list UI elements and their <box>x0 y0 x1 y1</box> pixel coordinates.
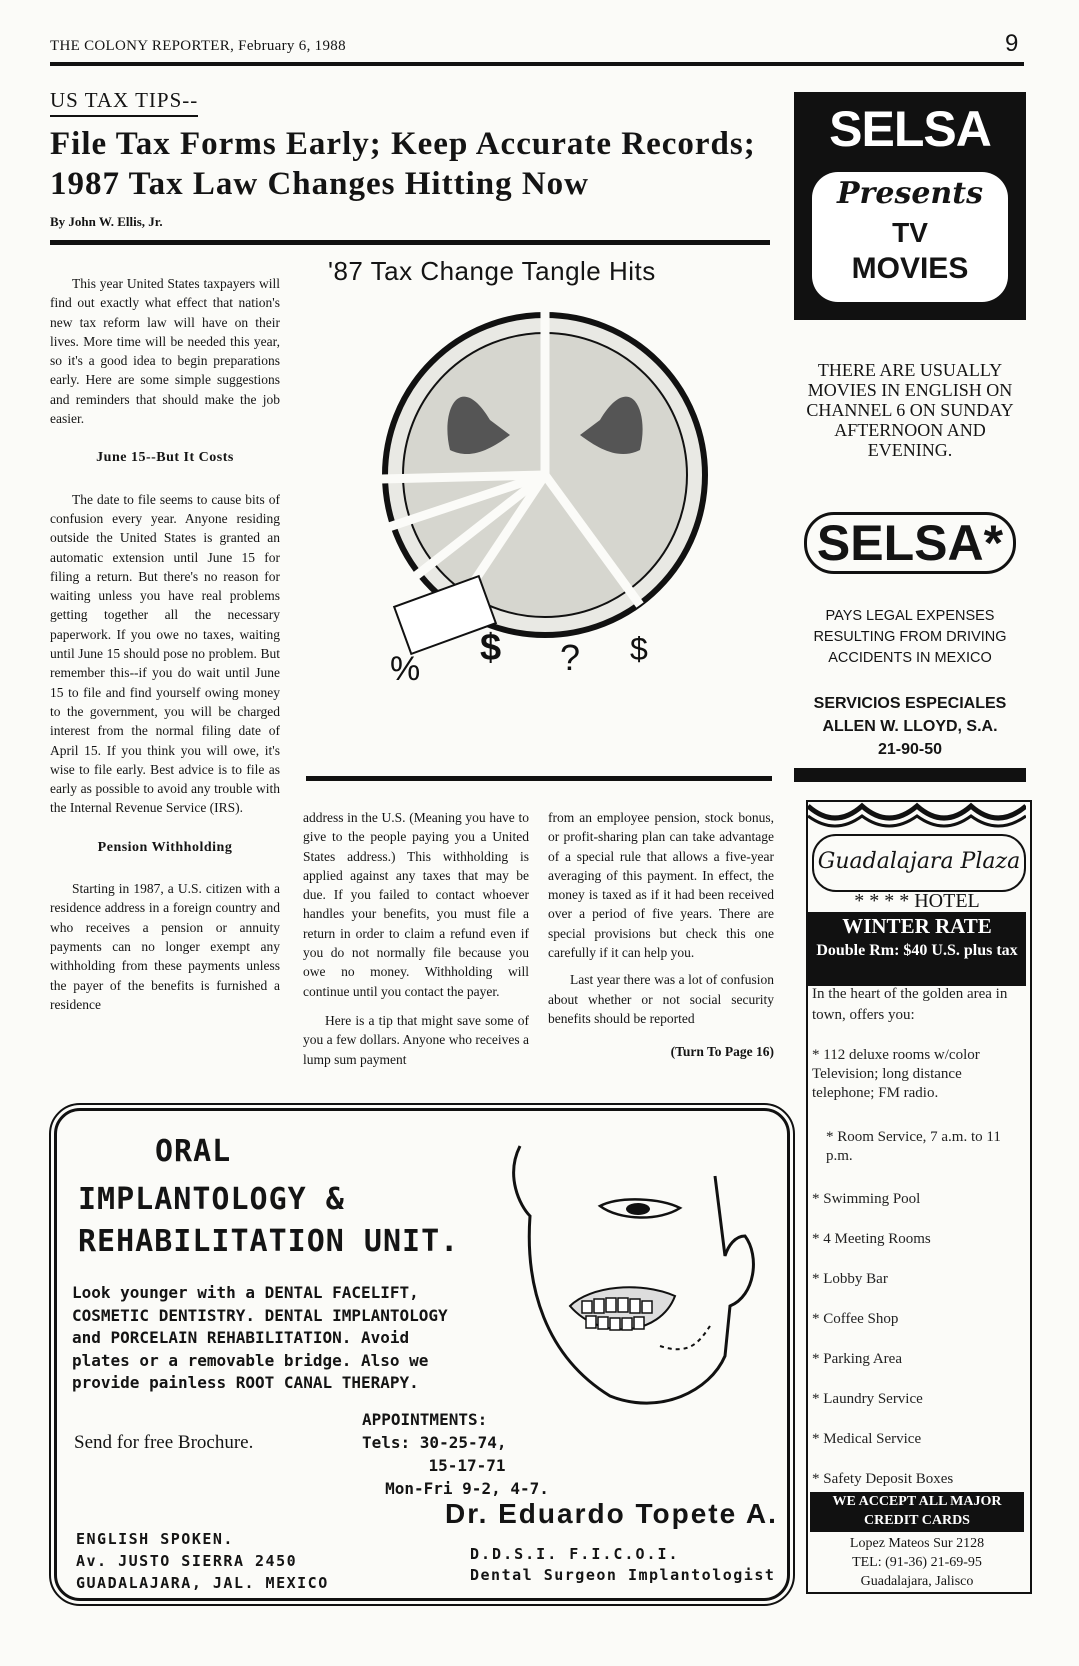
article-column-3 <box>548 808 774 1062</box>
selsa-logo-2-text: SELSA* <box>804 512 1016 574</box>
selsa-logo-2 <box>794 514 1026 572</box>
room-rate: Double Rm: $40 U.S. plus tax <box>816 942 1018 959</box>
phone-line-2: 15-17-71 <box>428 1456 506 1475</box>
masthead-rule <box>50 62 1024 66</box>
amenity-item: * Swimming Pool <box>812 1191 921 1207</box>
selsa-movies: MOVIES <box>851 252 969 285</box>
winter-rate-title: WINTER RATE <box>842 914 992 938</box>
amenity-item: * Safety Deposit Boxes <box>812 1471 954 1487</box>
dental-city: GUADALAJARA, JAL. MEXICO <box>76 1574 329 1592</box>
paragraph-intro: This year United States taxpayers will find out exactly what effect that nation's new tax reform law will have on their lives. More time will be needed this year, so it's a good idea to begin preparations early. Here are some simple suggestions and reminders that should make the job easier. <box>50 276 280 427</box>
selsa-legal-expenses: PAYS LEGAL EXPENSES RESULTING FROM DRIVING ACCIDENTS IN MEXICO <box>813 608 1007 666</box>
amenity-item: * Room Service, 7 a.m. to 11 p.m. <box>826 1129 1001 1164</box>
hotel-intro: In the heart of the golden area in town, offers you: <box>812 986 1008 1023</box>
dental-title-rehabilitation: REHABILITATION UNIT. <box>78 1224 460 1259</box>
company-agent: ALLEN W. LLOYD, S.A. <box>822 718 998 735</box>
amenity-item: * 112 deluxe rooms w/color Television; long distance telephone; FM radio. <box>812 1047 980 1101</box>
english-spoken: ENGLISH SPOKEN. <box>76 1530 234 1548</box>
winter-rate-box <box>808 912 1026 986</box>
illustration-rule <box>306 776 772 781</box>
appointments-block <box>362 1408 572 1500</box>
paragraph-averaging: from an employee pension, stock bonus, or profit-sharing plan can take advantage of a special rule that allows a five-year averaging of this payment. In effect, the money is taxed as if it had been received over a period of five years. There are special provisions but check this one carefully if it can help you. <box>548 810 774 961</box>
symbol-question: ? <box>560 637 581 678</box>
selsa-bottom-bar <box>794 768 1026 782</box>
selsa-tv: TV <box>892 217 928 248</box>
paragraph-social-security: Last year there was a lot of confusion about whether or not social security benefits should be reported <box>548 972 774 1026</box>
amenity-item: * Lobby Bar <box>812 1271 888 1287</box>
dental-street: Av. JUSTO SIERRA 2450 <box>76 1552 298 1570</box>
flag-banner-icon <box>808 802 1026 832</box>
continued-link[interactable]: (Turn To Page 16) <box>670 1044 774 1060</box>
appointments-label: APPOINTMENTS: <box>362 1410 488 1429</box>
hotel-address <box>808 1534 1026 1591</box>
amenity-item: * Laundry Service <box>812 1391 923 1407</box>
company-phone: 21-90-50 <box>877 741 943 758</box>
hotel-street: Lopez Mateos Sur 2128 <box>849 1536 985 1551</box>
selsa-presents: Presents <box>837 176 983 211</box>
article-kicker: US TAX TIPS-- <box>50 88 198 117</box>
hotel-phone: TEL: (91-36) 21-69-95 <box>852 1555 982 1570</box>
paragraph-withholding: address in the U.S. (Meaning you have to give to the people paying you a United States address.) This withholding is applied against any taxes that may be due. If you failed to contact whoever handles your benefits, you must file a return in order to claim a refund even if you do not normally file because you owe no money. Withholding will continue until you contact the payer. <box>303 810 529 999</box>
subhead-june-15: June 15--But It Costs <box>96 450 234 466</box>
credit-card-banner: WE ACCEPT ALL MAJOR CREDIT CARDS <box>810 1492 1024 1532</box>
hotel-logo: Guadalajara Plaza <box>812 834 1026 892</box>
doctor-name: Dr. Eduardo Topete A. <box>445 1498 778 1529</box>
masthead: THE COLONY REPORTER, February 6, 1988 <box>50 38 346 54</box>
coin-pie-illustration <box>340 300 740 760</box>
symbol-dollar: $ <box>480 627 502 669</box>
office-hours: Mon-Fri 9-2, 4-7. <box>385 1479 549 1498</box>
hotel-city: Guadalajara, Jalisco <box>860 1574 974 1589</box>
symbol-dollar-2: $ <box>630 631 648 667</box>
symbol-percent: % <box>390 650 421 688</box>
dental-contact <box>76 1528 329 1594</box>
article-column-2 <box>303 808 529 1069</box>
selsa-logo: SELSA <box>829 101 991 157</box>
selsa-movie-notice: THERE ARE USUALLY MOVIES IN ENGLISH ON CHANNEL 6 ON SUNDAY AFTERNOON AND EVENING. <box>806 360 1014 460</box>
amenity-item: * Coffee Shop <box>812 1311 899 1327</box>
amenity-item: * 4 Meeting Rooms <box>812 1231 931 1247</box>
selsa-company <box>794 692 1026 761</box>
hotel-stars: * * * * HOTEL <box>854 890 980 912</box>
phone-line-1: Tels: 30-25-74, <box>362 1433 507 1452</box>
doctor-title: Dental Surgeon Implantologist <box>470 1566 776 1584</box>
illustration-title: '87 Tax Change Tangle Hits <box>328 256 656 286</box>
page-number: 9 <box>1005 30 1019 57</box>
amenity-item: * Parking Area <box>812 1351 902 1367</box>
dental-title-implantology: IMPLANTOLOGY & <box>78 1182 345 1217</box>
amenity-item: * Medical Service <box>812 1431 922 1447</box>
doctor-credentials: D.D.S.I. F.I.C.O.I. <box>470 1545 680 1563</box>
dental-title-oral: ORAL <box>155 1134 232 1169</box>
brochure-offer: Send for free Brochure. <box>74 1432 254 1453</box>
dental-services: Look younger with a DENTAL FACELIFT, COSMETIC DENTISTRY. DENTAL IMPLANTOLOGY and PORCELAIN REHABILITATION. Avoid plates or a removable bridge. Also we provide painless ROOT CANAL THERAPY. <box>72 1283 448 1392</box>
article-headline: File Tax Forms Early; Keep Accurate Records; 1987 Tax Law Changes Hitting Now <box>50 126 756 202</box>
headline-rule <box>50 240 770 245</box>
article-byline: By John W. Ellis, Jr. <box>50 214 163 229</box>
face-drawing-icon <box>510 1136 770 1416</box>
article-column-1 <box>50 274 280 1014</box>
paragraph-tip: Here is a tip that might save some of you a few dollars. Anyone who receives a lump sum payment <box>303 1012 529 1067</box>
subhead-pension: Pension Withholding <box>97 839 233 855</box>
paragraph-filing-date: The date to file seems to cause bits of confusion every year. Anyone residing outside the United States is granted an automatic extension until June 15 for filing a return. But there's no reason for waiting unless you have real problems getting together all the necessary paperwork. If you owe no taxes, waiting until June 15 should pose no problem. But remember this--if you do wait until June 15 to file and find yourself owing money to the government, you will be charged interest from the normal filing date of April 15. If you think you will owe, it's wise to file early. Best advice is to file as early as possible to avoid any trouble with the Internal Revenue Service (IRS). <box>50 491 280 816</box>
paragraph-pension: Starting in 1987, a U.S. citizen with a residence address in a foreign country and who receives a pension or annuity payments can no longer exempt any withholding from these payments unless the payer of the benefits is furnished a residence <box>50 881 280 1012</box>
company-name: SERVICIOS ESPECIALES <box>813 695 1007 712</box>
